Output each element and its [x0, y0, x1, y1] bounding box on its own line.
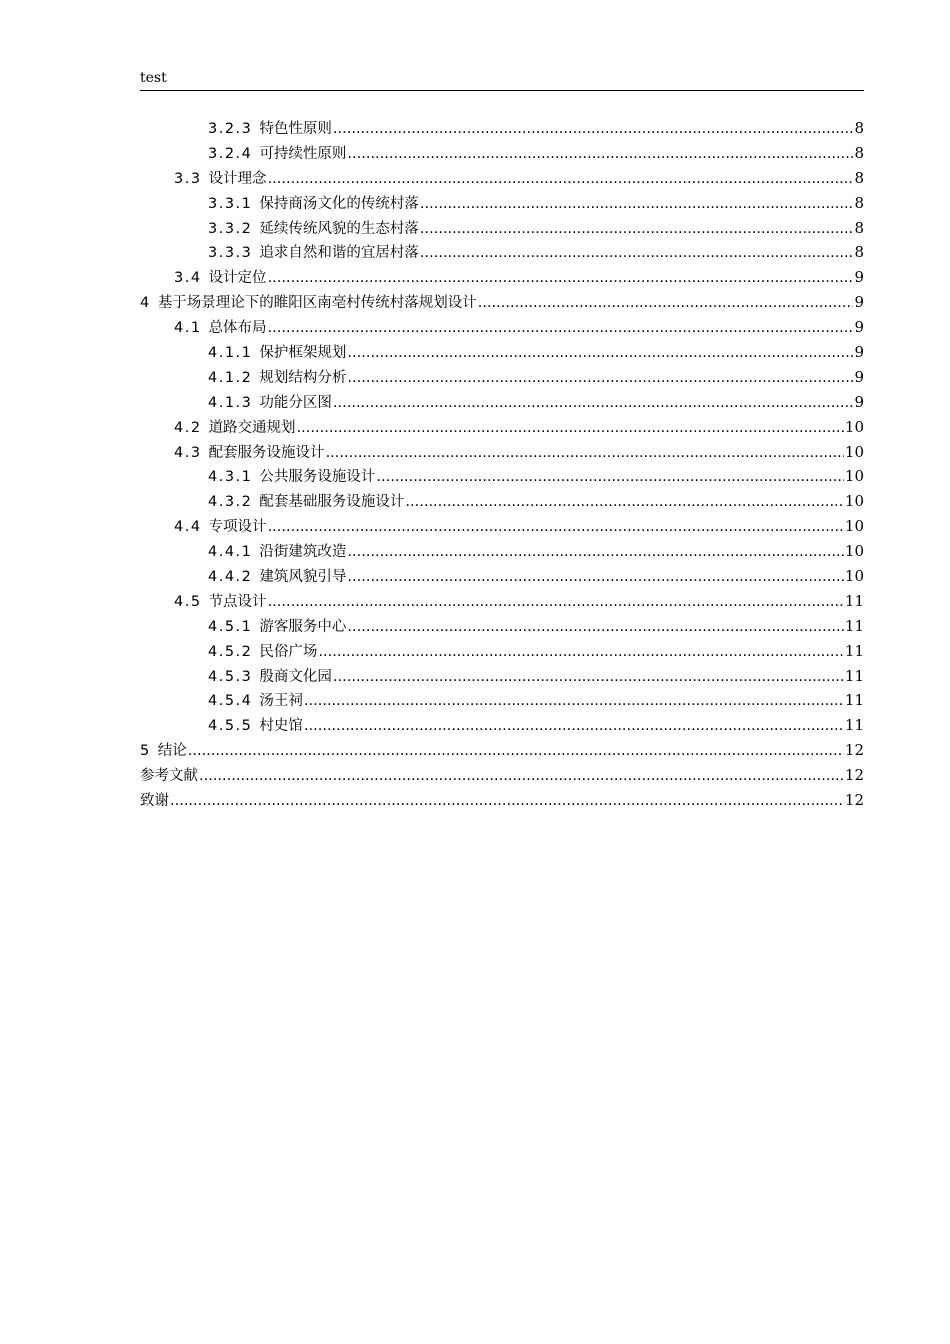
toc-entry-title: 殷商文化园: [259, 668, 332, 685]
toc-entry-number: 4.4: [174, 519, 202, 536]
toc-dot-leader: [333, 117, 854, 142]
toc-dot-leader: [347, 142, 853, 167]
toc-page-number: 12: [844, 741, 864, 760]
toc-entry-number: 4.2: [174, 419, 202, 436]
toc-entry[interactable]: [140, 639, 864, 664]
toc-entry-number: 4.1: [174, 320, 202, 337]
toc-entry-title: 参考文献: [140, 768, 198, 785]
toc-entry-title: 功能分区图: [259, 394, 332, 411]
toc-entry-number: 4.5.5: [208, 718, 253, 735]
toc-entry[interactable]: [140, 141, 864, 166]
toc-entry[interactable]: [140, 440, 864, 465]
toc-entry[interactable]: [140, 539, 864, 564]
toc-entry[interactable]: [140, 688, 864, 713]
toc-entry-number: 3.3.3: [208, 245, 253, 262]
toc-entry-title: 特色性原则: [259, 121, 332, 137]
toc-dot-leader: [188, 739, 844, 764]
toc-page-number: 10: [844, 567, 864, 586]
toc-entry-number: 3.3.1: [208, 195, 253, 212]
toc-entry-title: 基于场景理论下的睢阳区南亳村传统村落规划设计: [157, 295, 477, 312]
toc-page-number: 12: [844, 766, 864, 785]
toc-entry-title: 道路交通规划: [208, 419, 296, 436]
toc-page-number: 10: [844, 442, 864, 461]
toc-entry[interactable]: [140, 564, 864, 589]
toc-entry-number: 3.3.2: [208, 220, 253, 237]
toc-dot-leader: [405, 490, 844, 515]
toc-entry[interactable]: [140, 116, 864, 141]
toc-page-number: 10: [844, 417, 864, 436]
toc-dot-leader: [268, 167, 854, 192]
toc-dot-leader: [304, 689, 844, 714]
toc-page-number: 8: [854, 218, 864, 237]
toc-entry-title: 建筑风貌引导: [259, 569, 347, 586]
toc-entry[interactable]: [140, 240, 864, 265]
table-of-contents: [140, 116, 864, 813]
toc-entry-number: 4.3: [174, 444, 202, 461]
toc-dot-leader: [347, 540, 844, 565]
toc-entry-number: 4.5.3: [208, 668, 253, 685]
page-header: [140, 68, 864, 91]
toc-page-number: 11: [844, 641, 864, 660]
toc-dot-leader: [420, 217, 854, 242]
toc-entry-number: 4.5.4: [208, 693, 253, 710]
toc-entry[interactable]: [140, 738, 864, 763]
toc-page-number: 8: [854, 119, 864, 137]
toc-page-number: 8: [854, 243, 864, 262]
toc-entry[interactable]: [140, 216, 864, 241]
toc-dot-leader: [297, 416, 844, 441]
toc-page-number: 9: [854, 268, 864, 287]
toc-entry-title: 可持续性原则: [259, 145, 347, 162]
toc-dot-leader: [268, 316, 854, 341]
toc-entry-title: 保护框架规划: [259, 345, 347, 362]
toc-entry-title: 公共服务设施设计: [259, 469, 376, 486]
toc-page-number: 11: [844, 616, 864, 635]
toc-entry[interactable]: [140, 191, 864, 216]
toc-dot-leader: [199, 764, 844, 789]
toc-page-number: 9: [854, 367, 864, 386]
toc-entry-title: 配套服务设施设计: [208, 444, 325, 461]
toc-page-number: 10: [844, 542, 864, 561]
toc-page-number: 11: [844, 591, 864, 610]
toc-entry-title: 沿街建筑改造: [259, 544, 347, 561]
toc-entry[interactable]: [140, 265, 864, 290]
toc-entry-number: 4.4.2: [208, 569, 253, 586]
toc-entry[interactable]: [140, 489, 864, 514]
toc-page-number: 11: [844, 691, 864, 710]
toc-entry-title: 游客服务中心: [259, 618, 347, 635]
toc-entry-number: 4.1.1: [208, 345, 253, 362]
toc-dot-leader: [170, 789, 844, 814]
toc-entry[interactable]: [140, 166, 864, 191]
toc-page-number: 10: [844, 517, 864, 536]
toc-entry-number: 4.5: [174, 593, 202, 610]
toc-entry[interactable]: [140, 464, 864, 489]
toc-dot-leader: [347, 565, 844, 590]
toc-entry[interactable]: [140, 340, 864, 365]
toc-entry-title: 设计理念: [208, 170, 267, 187]
header-text: test: [140, 70, 167, 86]
toc-page-number: 8: [854, 143, 864, 162]
toc-entry-title: 追求自然和谐的宜居村落: [259, 245, 419, 262]
toc-page-number: 9: [854, 343, 864, 362]
toc-entry[interactable]: [140, 614, 864, 639]
toc-entry-number: 5: [140, 743, 151, 760]
toc-entry[interactable]: [140, 514, 864, 539]
toc-entry-number: 4.1.2: [208, 369, 253, 386]
toc-dot-leader: [347, 341, 853, 366]
toc-entry[interactable]: [140, 315, 864, 340]
toc-dot-leader: [478, 291, 854, 316]
toc-entry-title: 汤王祠: [259, 693, 303, 710]
toc-entry-number: 4.5.2: [208, 643, 253, 660]
toc-entry-number: 3.3: [174, 170, 202, 187]
toc-entry-number: 4.5.1: [208, 618, 253, 635]
toc-entry[interactable]: [140, 664, 864, 689]
toc-entry[interactable]: [140, 589, 864, 614]
toc-dot-leader: [347, 366, 853, 391]
toc-page-number: 11: [844, 716, 864, 735]
toc-entry-title: 村史馆: [259, 718, 303, 735]
toc-entry-title: 总体布局: [208, 320, 267, 337]
toc-dot-leader: [268, 266, 854, 291]
toc-dot-leader: [318, 640, 844, 665]
toc-page-number: 9: [854, 318, 864, 337]
toc-entry-title: 专项设计: [208, 519, 267, 536]
toc-entry-title: 节点设计: [208, 593, 267, 610]
toc-dot-leader: [268, 515, 844, 540]
toc-entry-title: 延续传统风貌的生态村落: [259, 220, 419, 237]
toc-entry[interactable]: [140, 390, 864, 415]
toc-dot-leader: [376, 465, 844, 490]
toc-entry-title: 配套基础服务设施设计: [259, 494, 405, 511]
toc-entry[interactable]: [140, 290, 864, 315]
toc-entry-title: 致谢: [140, 793, 169, 810]
toc-entry-title: 规划结构分析: [259, 369, 347, 386]
toc-page-number: 12: [844, 791, 864, 810]
toc-dot-leader: [304, 714, 844, 739]
toc-entry-number: 3.4: [174, 270, 202, 287]
toc-dot-leader: [333, 391, 854, 416]
toc-entry[interactable]: [140, 415, 864, 440]
toc-page-number: 10: [844, 492, 864, 511]
toc-dot-leader: [420, 241, 854, 266]
toc-entry[interactable]: [140, 365, 864, 390]
toc-entry-title: 民俗广场: [259, 643, 318, 660]
toc-dot-leader: [326, 441, 844, 466]
toc-entry-title: 结论: [157, 743, 187, 760]
toc-entry[interactable]: [140, 788, 864, 813]
toc-entry-title: 保持商汤文化的传统村落: [259, 195, 419, 212]
toc-page-number: 11: [844, 666, 864, 685]
toc-entry-title: 设计定位: [208, 270, 267, 287]
toc-dot-leader: [420, 192, 854, 217]
toc-entry-number: 4.3.2: [208, 494, 253, 511]
toc-dot-leader: [268, 590, 844, 615]
toc-page-number: 8: [854, 193, 864, 212]
toc-page-number: 8: [854, 168, 864, 187]
toc-page-number: 10: [844, 467, 864, 486]
toc-entry-number: 4: [140, 295, 151, 312]
toc-page-number: 9: [854, 293, 864, 312]
toc-entry-number: 3.2.4: [208, 145, 253, 162]
toc-entry[interactable]: [140, 763, 864, 788]
toc-page-number: 9: [854, 392, 864, 411]
toc-dot-leader: [333, 665, 844, 690]
toc-entry[interactable]: [140, 713, 864, 738]
toc-entry-number: 3.2.3: [208, 121, 253, 137]
toc-entry-number: 4.4.1: [208, 544, 253, 561]
toc-entry-number: 4.1.3: [208, 394, 253, 411]
toc-dot-leader: [347, 615, 844, 640]
toc-entry-number: 4.3.1: [208, 469, 253, 486]
